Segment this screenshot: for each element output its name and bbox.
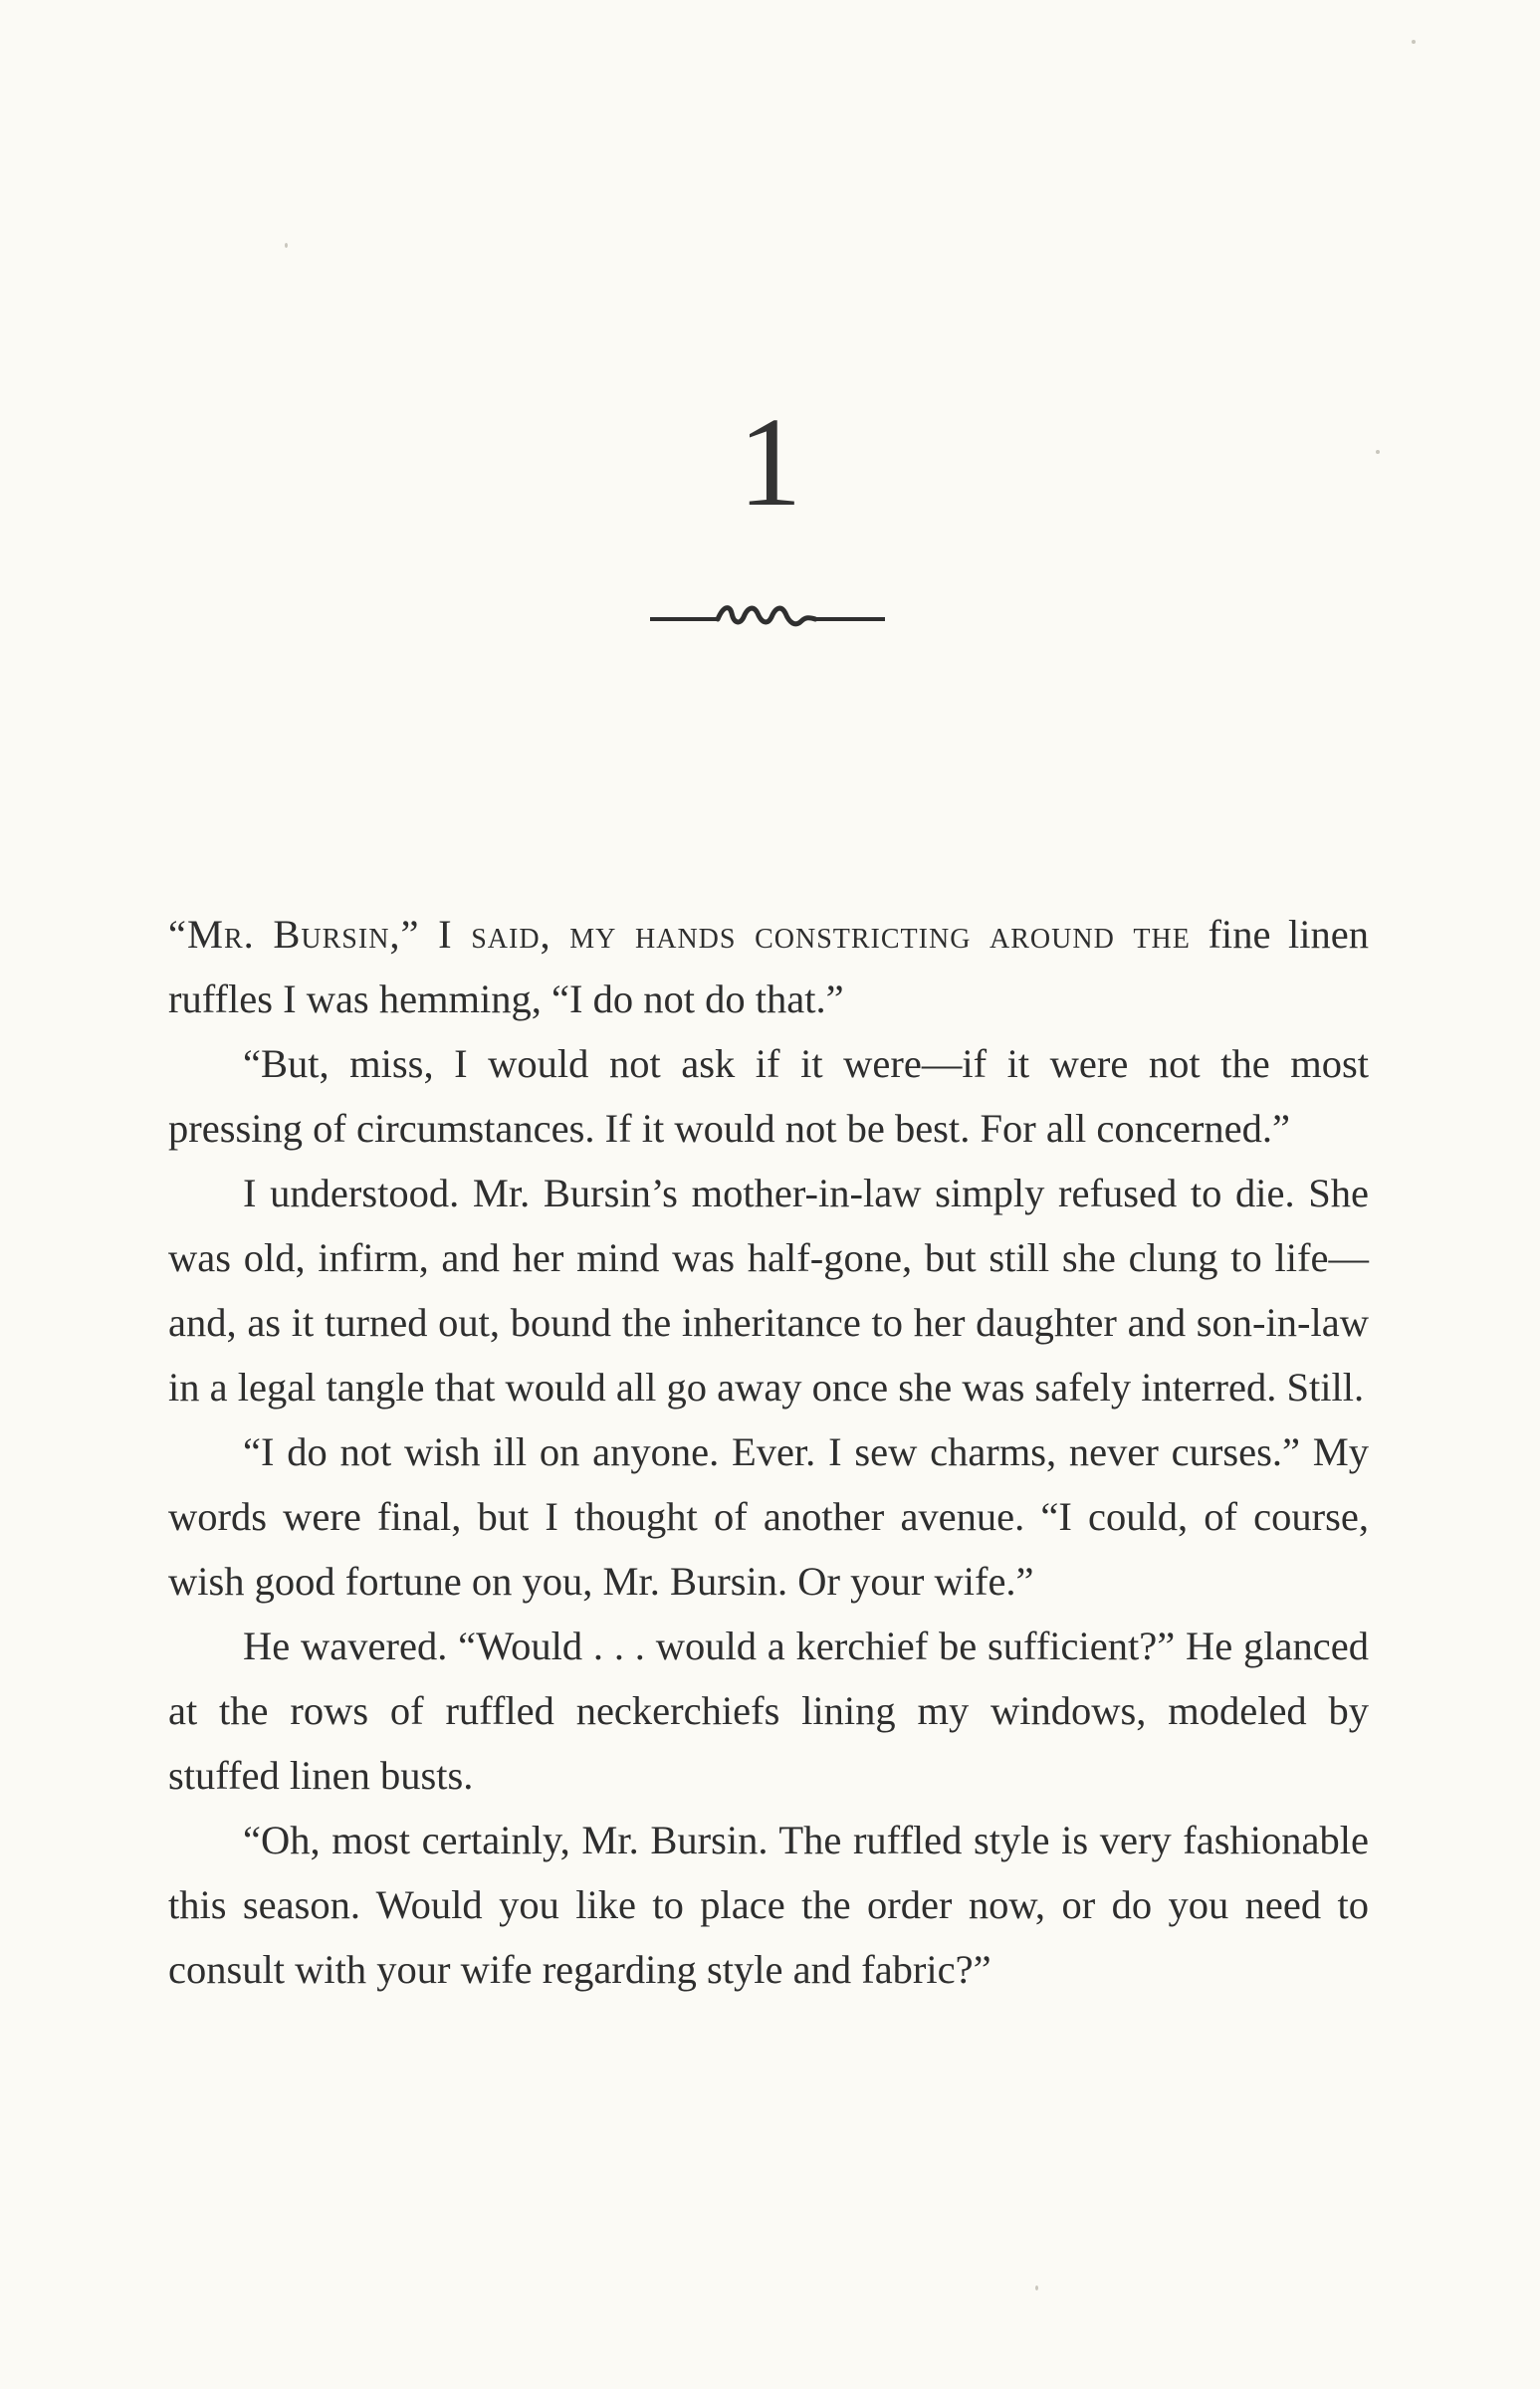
- paragraph: “I do not wish ill on anyone. Ever. I sew charms, never curses.” My words were final, but I thought of another avenue. “I could, of course, wish good fortune on you, Mr. Bursin. Or your wife.”: [168, 1429, 1369, 1604]
- paragraph-text: fine linen ruffles I was hemming, “I do not do that.”: [168, 912, 1370, 1021]
- paragraph: He wavered. “Would . . . would a kerchief be sufficient?” He glanced at the rows of ruffled neckerchiefs lining my windows, modeled by stuffed linen busts.: [168, 1624, 1369, 1798]
- opening-small-caps: “Mr. Bursin,” I said, my hands constricting around the: [168, 912, 1191, 957]
- paragraph: I understood. Mr. Bursin’s mother-in-law simply refused to die. She was old, infirm, and her mind was half-gone, but still she clung to life—and, as it turned out, bound the inheritance to her daughter and son-in-law in a legal tangle that would all go away once she was safely interred. Still.: [168, 1171, 1369, 1410]
- chapter-number: 1: [738, 391, 802, 533]
- paragraph: “But, miss, I would not ask if it were—if it were not the most pressing of circumstances. If it would not be best. For all concerned.”: [168, 1041, 1369, 1151]
- scan-speck: [285, 243, 288, 248]
- scan-speck: [1035, 2285, 1038, 2290]
- scan-speck: [1412, 40, 1416, 44]
- chapter-ornament-icon: [650, 595, 885, 639]
- chapter-body: [168, 902, 1369, 2002]
- paragraph: “Oh, most certainly, Mr. Bursin. The ruffled style is very fashionable this season. Would you like to place the order now, or do you need to consult with your wife regarding style and fabric?”: [168, 1818, 1369, 1992]
- scan-speck: [1376, 450, 1380, 454]
- paragraph: [168, 902, 1369, 1031]
